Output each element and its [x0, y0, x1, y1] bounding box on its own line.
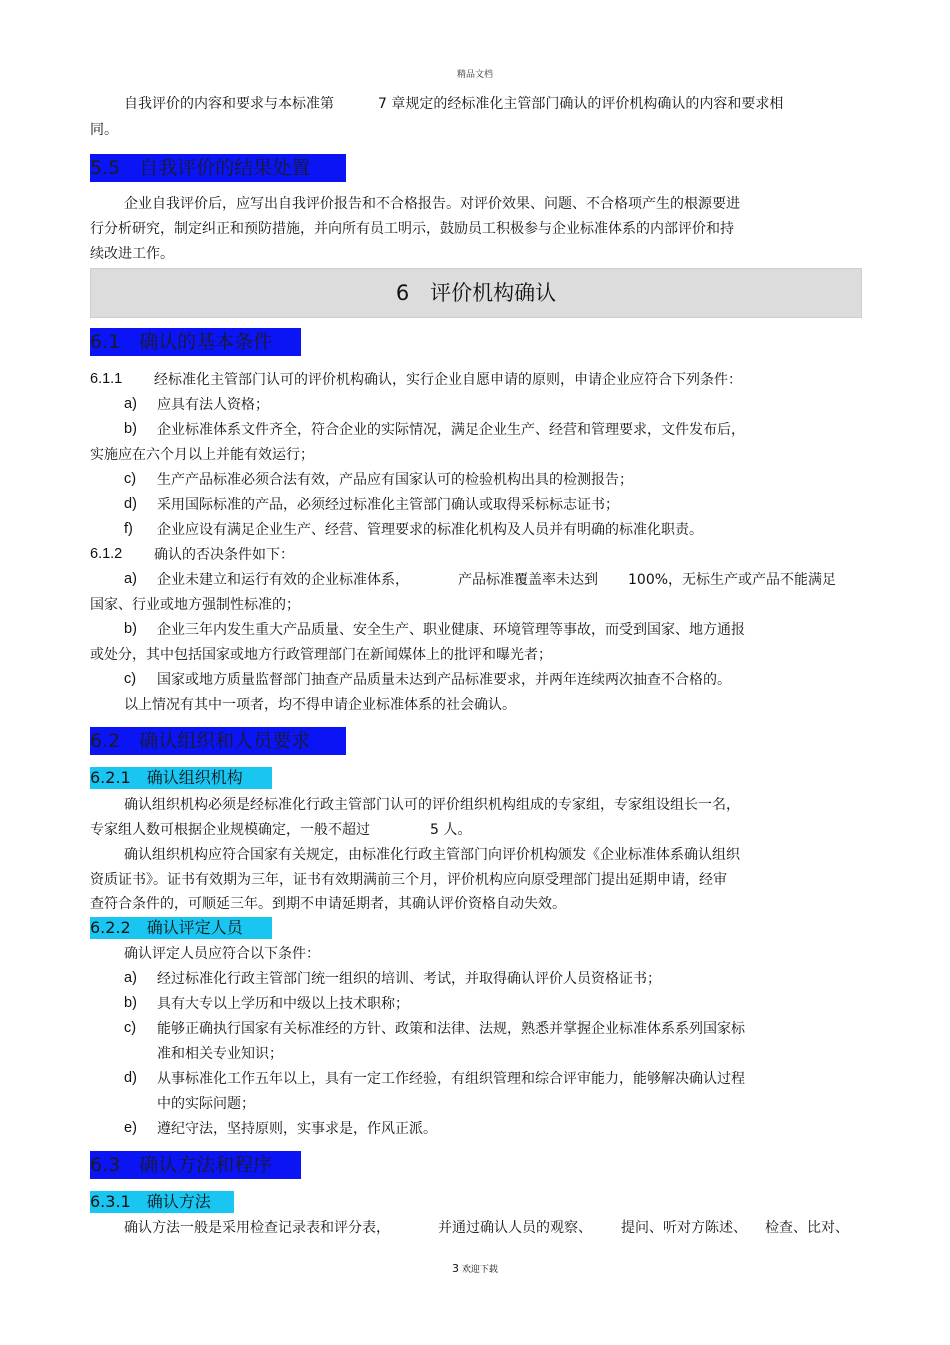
s622-item-e: 遵纪守法，坚持原则，实事求是，作风正派。 — [157, 1121, 437, 1137]
page-header: 精品文档 — [456, 70, 493, 80]
s611-text: 经标准化主管部门认可的评价机构确认，实行企业自愿申请的原则，申请企业应符合下列条件： — [154, 372, 742, 388]
section-6-2-2-heading: 6.2.2 确认评定人员 — [90, 917, 272, 939]
section-6-1-heading: 6.1 确认的基本条件 — [90, 328, 301, 356]
s611-item-b-line2: 实施应在六个月以上并能有效运行； — [90, 447, 314, 463]
s611-item-c: 生产产品标准必须合法有效，产品应有国家认可的检验机构出具的检测报告； — [157, 472, 633, 488]
s622-item-b: 具有大专以上学历和中级以上技术职称； — [157, 996, 409, 1012]
s622-item-a: 经过标准化行政主管部门统一组织的培训、考试，并取得确认评价人员资格证书； — [157, 971, 661, 987]
s622-item-d-label: d) — [124, 1070, 137, 1086]
footer-text: 欢迎下载 — [461, 1265, 498, 1275]
s622-intro: 确认评定人员应符合以下条件： — [124, 946, 320, 962]
s622-item-d-line2: 中的实际问题； — [157, 1096, 255, 1112]
page-footer — [0, 1262, 950, 1275]
intro-line1-a: 自我评价的内容和要求与本标准第 — [124, 96, 334, 112]
s631-p1-b: 并通过确认人员的观察、 — [438, 1220, 592, 1236]
s611-item-a: 应具有法人资格； — [157, 397, 269, 413]
intro-line1-b: 7 章规定的经标准化主管部门确认的评价机构确认的内容和要求相 — [378, 96, 784, 112]
s611-number: 6.1.1 — [90, 371, 123, 387]
s631-p1-d: 检查、比对、 — [765, 1220, 849, 1236]
s611-item-a-label: a) — [124, 396, 137, 412]
section-6-3-1-heading: 6.3.1 确认方法 — [90, 1191, 234, 1213]
s55-line2: 行分析研究，制定纠正和预防措施，并向所有员工明示，鼓励员工积极参与企业标准体系的内部评价和持 — [90, 221, 734, 237]
s622-item-e-label: e) — [124, 1120, 137, 1136]
s612-item-c-label: c) — [124, 671, 137, 687]
s612-item-a-label: a) — [124, 571, 137, 587]
intro-line2: 同。 — [90, 122, 118, 138]
s55-line1: 企业自我评价后，应写出自我评价报告和不合格报告。对评价效果、问题、不合格项产生的根源要进 — [124, 196, 740, 212]
page-number: 3 — [452, 1262, 460, 1275]
s611-item-b-label: b) — [124, 421, 137, 437]
s611-item-c-label: c) — [124, 471, 137, 487]
s621-p2-line2: 资质证书》。证书有效期为三年，证书有效期满前三个月，评价机构应向原受理部门提出延期申请，经审 — [90, 872, 727, 888]
s621-p1-line1: 确认组织机构必须是经标准化行政主管部门认可的评价组织机构组成的专家组，专家组设组长一名， — [124, 797, 740, 813]
s612-item-a-line1c: 100%，无标生产或产品不能满足 — [628, 572, 837, 588]
s611-item-f-label: f) — [124, 521, 133, 537]
s622-item-c-line1: 能够正确执行国家有关标准经的方针、政策和法律、法规，熟悉并掌握企业标准体系系列国家标 — [157, 1021, 745, 1037]
section-6-2-1-heading: 6.2.1 确认组织机构 — [90, 767, 272, 789]
s621-p1-line2-tail: 5 人。 — [430, 822, 472, 838]
s611-item-f: 企业应设有满足企业生产、经营、管理要求的标准化机构及人员并有明确的标准化职责。 — [157, 522, 703, 538]
s631-p1-c: 提问、听对方陈述、 — [621, 1220, 747, 1236]
section-5-5-heading: 5.5 自我评价的结果处置 — [90, 154, 346, 182]
s621-p2-line1: 确认组织机构应符合国家有关规定，由标准化行政主管部门向评价机构颁发《企业标准体系确认组织 — [124, 847, 740, 863]
s622-item-b-label: b) — [124, 995, 137, 1011]
s612-tail: 以上情况有其中一项者，均不得申请企业标准体系的社会确认。 — [124, 697, 516, 713]
s612-item-b-line2: 或处分，其中包括国家或地方行政管理部门在新闻媒体上的批评和曝光者； — [90, 647, 552, 663]
s612-item-a-line1b: 产品标准覆盖率未达到 — [458, 572, 598, 588]
chapter-6-title: 6 评价机构确认 — [90, 268, 862, 318]
section-6-2-heading: 6.2 确认组织和人员要求 — [90, 727, 346, 755]
s611-item-b-line1: 企业标准体系文件齐全，符合企业的实际情况，满足企业生产、经营和管理要求，文件发布后， — [157, 422, 745, 438]
s612-item-c: 国家或地方质量监督部门抽查产品质量未达到产品标准要求，并两年连续两次抽查不合格的。 — [157, 672, 731, 688]
s631-p1-a: 确认方法一般是采用检查记录表和评分表， — [124, 1220, 390, 1236]
s612-item-b-line1: 企业三年内发生重大产品质量、安全生产、职业健康、环境管理等事故，而受到国家、地方通报 — [157, 622, 745, 638]
s622-item-c-line2: 准和相关专业知识； — [157, 1046, 283, 1062]
s622-item-a-label: a) — [124, 970, 137, 986]
s612-text: 确认的否决条件如下： — [154, 547, 294, 563]
s622-item-c-label: c) — [124, 1020, 137, 1036]
s612-item-a-line1a: 企业未建立和运行有效的企业标准体系， — [157, 572, 409, 588]
s611-item-d: 采用国际标准的产品，必须经过标准化主管部门确认或取得采标标志证书； — [157, 497, 619, 513]
s622-item-d-line1: 从事标准化工作五年以上，具有一定工作经验，有组织管理和综合评审能力，能够解决确认过程 — [157, 1071, 745, 1087]
s611-item-d-label: d) — [124, 496, 137, 512]
s621-p1-line2: 专家组人数可根据企业规模确定，一般不超过 — [90, 822, 370, 838]
s612-item-a-line2: 国家、行业或地方强制性标准的； — [90, 597, 300, 613]
section-6-3-heading: 6.3 确认方法和程序 — [90, 1151, 301, 1179]
s612-item-b-label: b) — [124, 621, 137, 637]
s55-line3: 续改进工作。 — [90, 246, 174, 262]
s621-p2-line3: 查符合条件的，可顺延三年。到期不申请延期者，其确认评价资格自动失效。 — [90, 896, 566, 912]
s612-number: 6.1.2 — [90, 546, 123, 562]
